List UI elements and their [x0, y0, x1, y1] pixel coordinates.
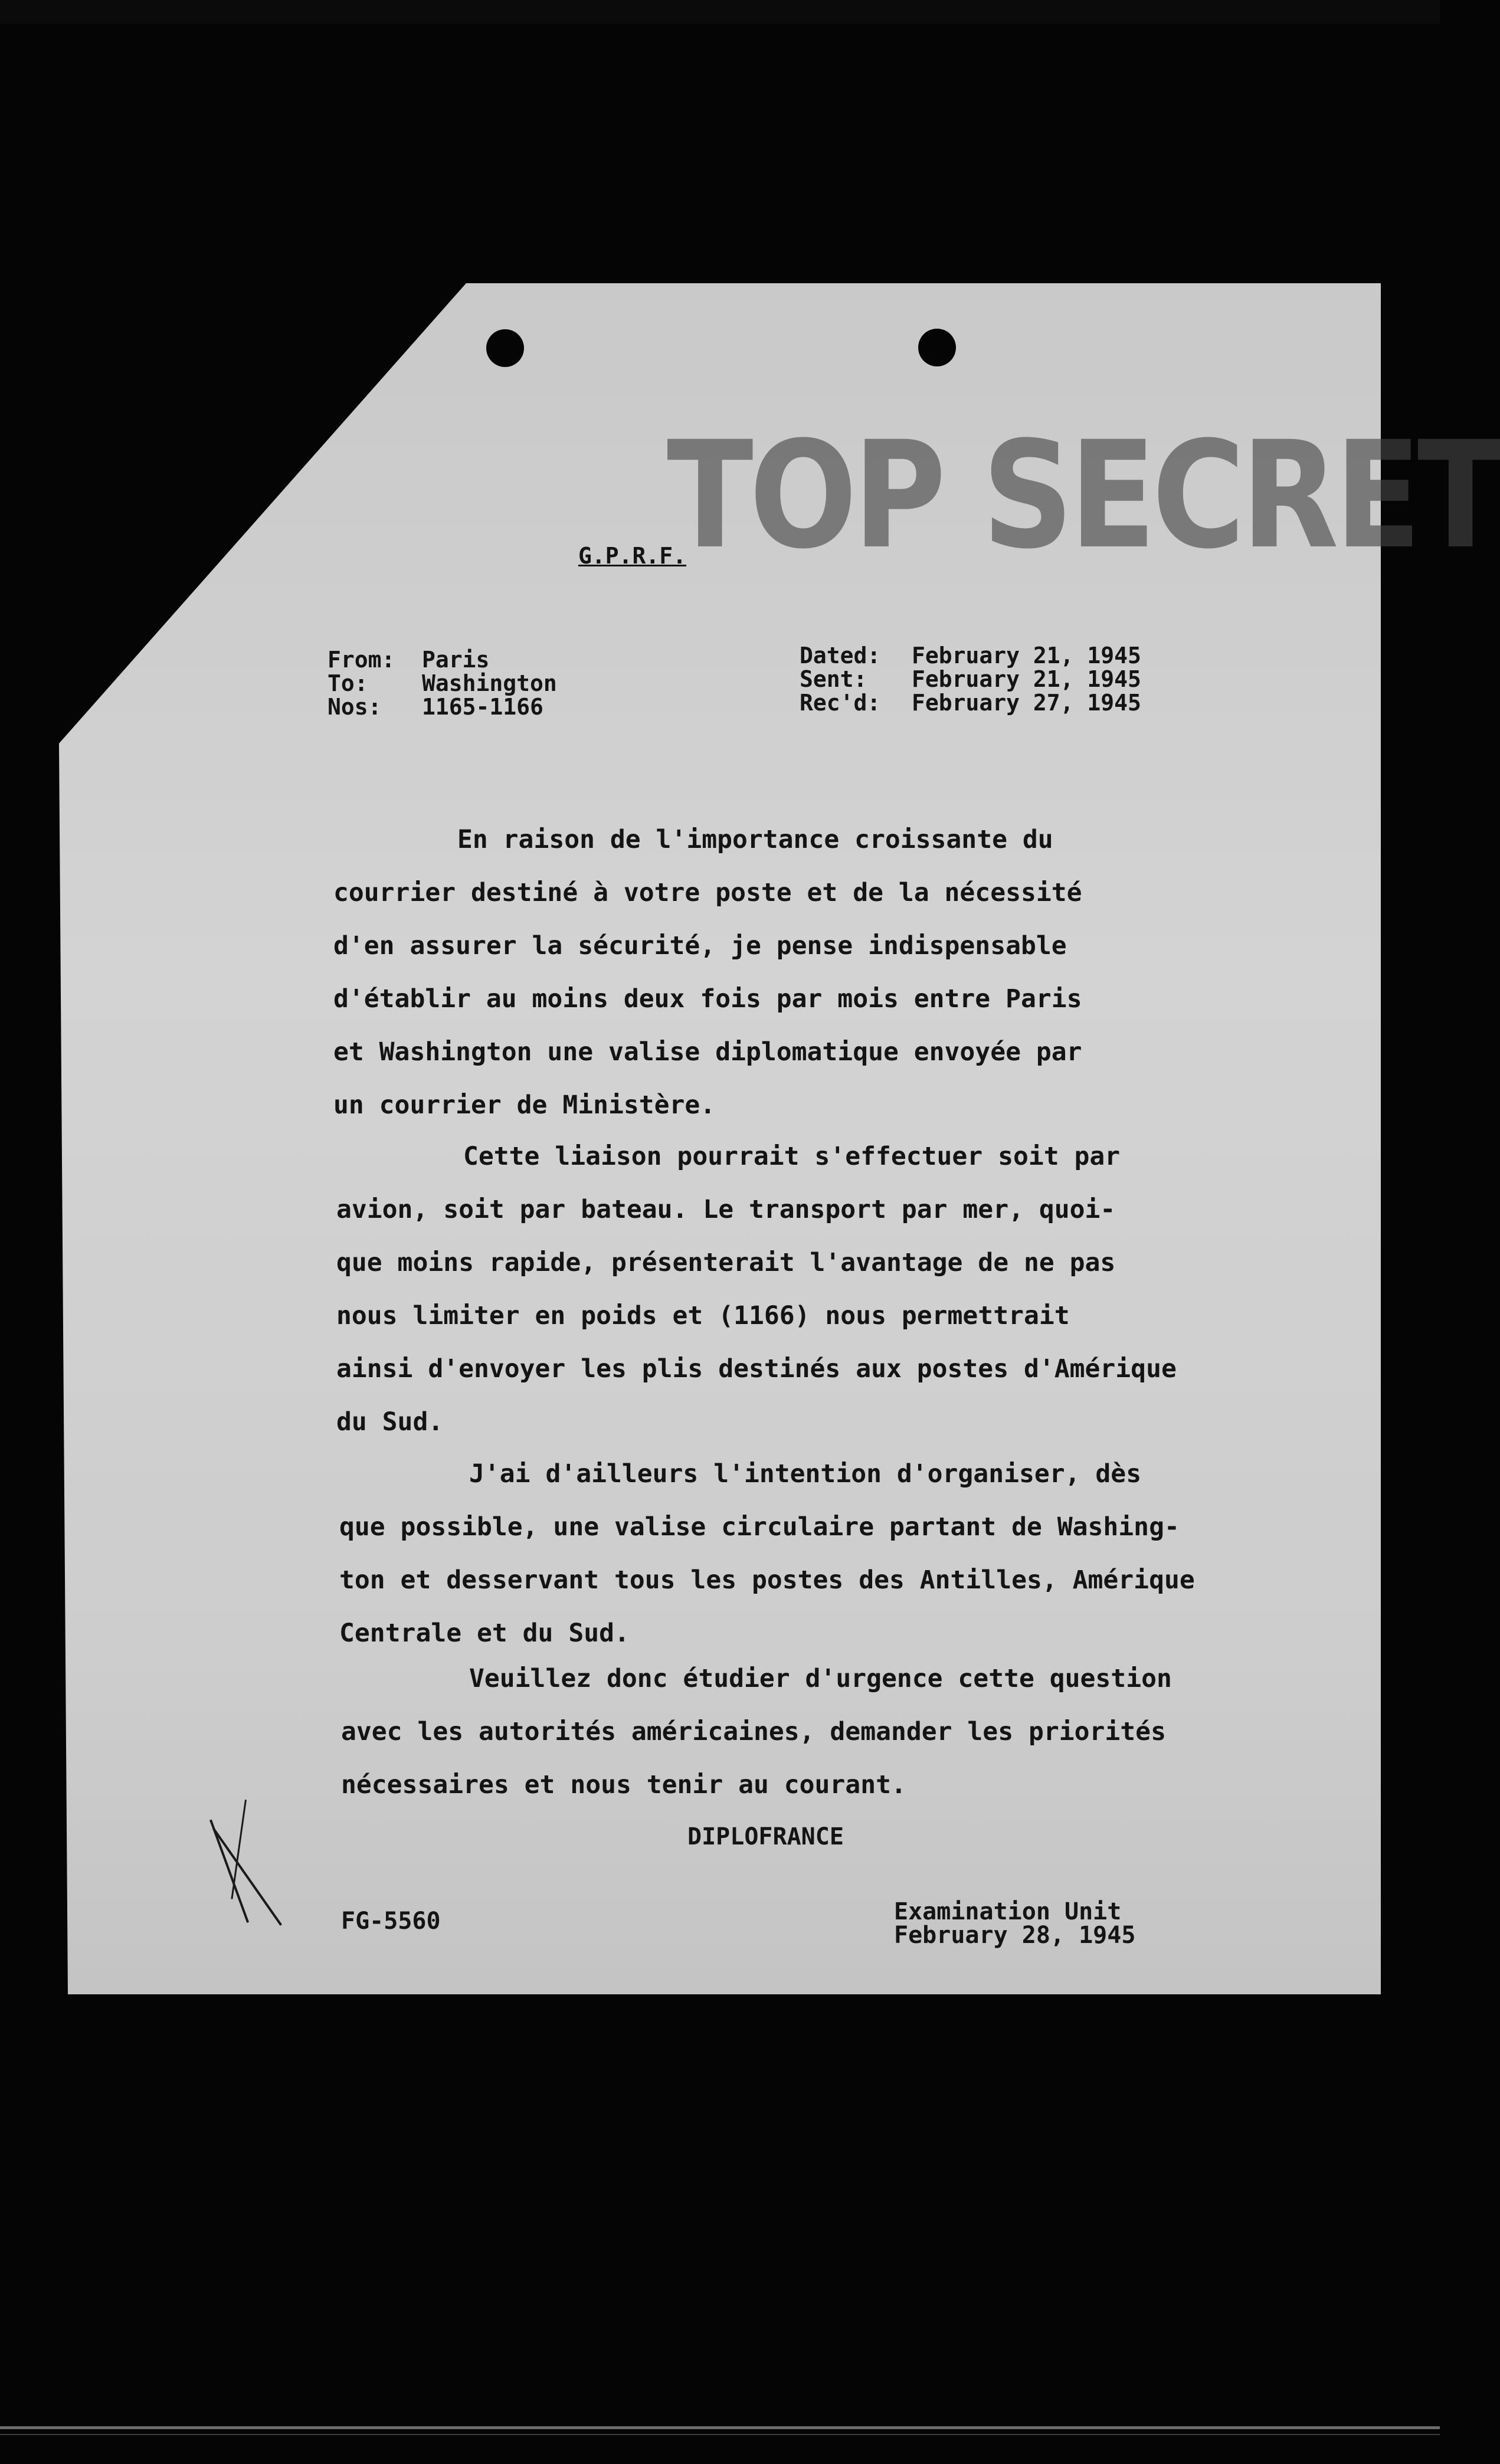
header-sent-label: Sent:: [800, 666, 867, 692]
body-line: que moins rapide, présenterait l'avantage de ne pas: [336, 1248, 1116, 1277]
body-line: et Washington une valise diplomatique envoyée par: [333, 1037, 1082, 1067]
body-line: avec les autorités américaines, demander les priorités: [341, 1717, 1166, 1747]
footer-unit: Examination Unit: [894, 1898, 1122, 1925]
body-line: courrier destiné à votre poste et de la nécessité: [333, 878, 1082, 907]
body-line: que possible, une valise circulaire partant de Washing-: [339, 1512, 1180, 1542]
body-line: avion, soit par bateau. Le transport par mer, quoi-: [336, 1195, 1116, 1224]
header-sent-value: February 21, 1945: [912, 666, 1141, 692]
header-dated-value: February 21, 1945: [912, 643, 1141, 669]
cipher-group: G.P.R.F.: [578, 543, 687, 569]
header-recd-label: Rec'd:: [800, 690, 881, 716]
footer-date: February 28, 1945: [894, 1922, 1136, 1949]
header-to-label: To:: [327, 670, 368, 696]
body-line: En raison de l'importance croissante du: [457, 825, 1053, 854]
film-edge-line: [0, 2426, 1440, 2429]
header-nos-value: 1165-1166: [422, 694, 543, 720]
body-line: d'établir au moins deux fois par mois entre Paris: [333, 984, 1082, 1014]
body-line: Centrale et du Sud.: [339, 1618, 630, 1648]
paper-sheet: [59, 283, 1500, 1994]
signature: DIPLOFRANCE: [687, 1823, 844, 1850]
body-line: Veuillez donc étudier d'urgence cette question: [469, 1664, 1172, 1693]
body-line: nous limiter en poids et (1166) nous permettrait: [336, 1301, 1070, 1331]
body-line: J'ai d'ailleurs l'intention d'organiser, dès: [469, 1459, 1142, 1489]
body-line: Cette liaison pourrait s'effectuer soit par: [463, 1142, 1121, 1171]
header-to-value: Washington: [422, 670, 557, 696]
body-line: nécessaires et nous tenir au courant.: [341, 1770, 906, 1800]
body-line: un courrier de Ministère.: [333, 1090, 716, 1120]
header-dated-label: Dated:: [800, 643, 881, 669]
body-line: du Sud.: [336, 1407, 444, 1437]
file-number: FG-5560: [341, 1908, 441, 1935]
header-from-label: From:: [327, 647, 395, 673]
top-secret-stamp: TOP SECRET: [667, 409, 1500, 581]
header-nos-label: Nos:: [327, 694, 382, 720]
film-edge-line: [0, 2434, 1440, 2435]
body-line: d'en assurer la sécurité, je pense indispensable: [333, 931, 1067, 961]
body-line: ainsi d'envoyer les plis destinés aux postes d'Amérique: [336, 1354, 1177, 1384]
header-recd-value: February 27, 1945: [912, 690, 1141, 716]
film-edge-top: [0, 0, 1440, 24]
body-line: ton et desservant tous les postes des Antilles, Amérique: [339, 1565, 1195, 1595]
header-from-value: Paris: [422, 647, 490, 673]
